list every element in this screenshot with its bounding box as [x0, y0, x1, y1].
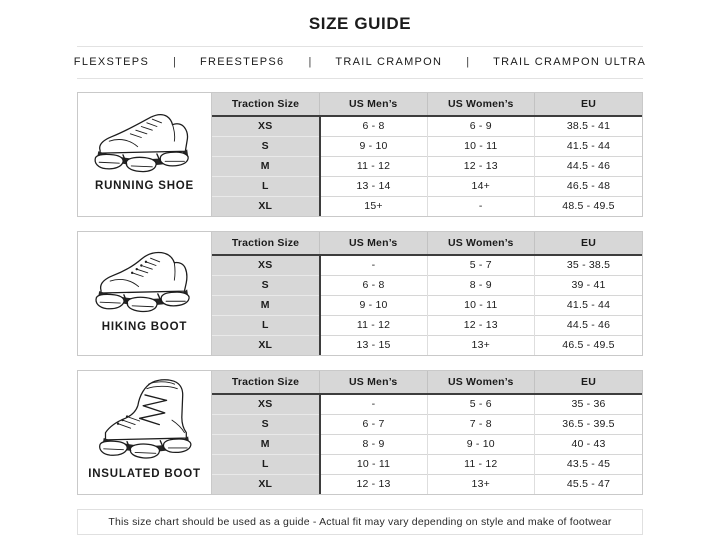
size-cell: XL	[212, 335, 320, 355]
us-womens-cell: 6 - 9	[427, 116, 535, 136]
size-cell: M	[212, 434, 320, 454]
table-row	[212, 394, 642, 414]
us-mens-cell: 6 - 8	[320, 116, 428, 136]
size-cell: XL	[212, 474, 320, 494]
eu-cell: 41.5 - 44	[535, 295, 643, 315]
us-womens-cell: 5 - 6	[427, 394, 535, 414]
size-cell: XS	[212, 255, 320, 275]
header-row	[212, 371, 642, 394]
us-womens-cell: 10 - 11	[427, 136, 535, 156]
size-table-insulated-boot	[77, 370, 643, 495]
us-womens-cell: 14+	[427, 176, 535, 196]
us-womens-cell: -	[427, 196, 535, 216]
nav-separator: |	[308, 56, 312, 68]
us-womens-cell: 13+	[427, 474, 535, 494]
table-row	[212, 116, 642, 136]
nav-item-flexsteps[interactable]: FLEXSTEPS	[73, 56, 150, 68]
us-womens-cell: 5 - 7	[427, 255, 535, 275]
us-womens-cell: 12 - 13	[427, 156, 535, 176]
size-grid-insulated-boot	[212, 371, 642, 494]
table-row	[212, 434, 642, 454]
col-header-traction-size: Traction Size	[212, 93, 320, 116]
product-label: RUNNING SHOE	[94, 180, 195, 192]
table-row	[212, 275, 642, 295]
size-cell: S	[212, 136, 320, 156]
table-row	[212, 136, 642, 156]
eu-cell: 38.5 - 41	[535, 116, 643, 136]
col-header-us-womens: US Women’s	[427, 232, 535, 255]
table-row	[212, 454, 642, 474]
table-row	[212, 315, 642, 335]
product-cell-hiking-boot	[78, 232, 212, 355]
us-womens-cell: 8 - 9	[427, 275, 535, 295]
us-mens-cell: 11 - 12	[320, 315, 428, 335]
us-womens-cell: 11 - 12	[427, 454, 535, 474]
footer-note: This size chart should be used as a guide - Actual fit may vary depending on style and make of footwear	[77, 509, 643, 535]
col-header-traction-size: Traction Size	[212, 232, 320, 255]
eu-cell: 35 - 36	[535, 394, 643, 414]
col-header-eu: EU	[535, 232, 643, 255]
eu-cell: 45.5 - 47	[535, 474, 643, 494]
us-womens-cell: 9 - 10	[427, 434, 535, 454]
table-row	[212, 335, 642, 355]
col-header-us-mens: US Men’s	[320, 93, 428, 116]
col-header-eu: EU	[535, 371, 643, 394]
table-row	[212, 196, 642, 216]
size-cell: XS	[212, 116, 320, 136]
product-label: HIKING BOOT	[101, 321, 188, 333]
product-nav	[73, 46, 647, 79]
eu-cell: 44.5 - 46	[535, 156, 643, 176]
nav-item-freesteps6[interactable]: FREESTEPS6	[199, 56, 285, 68]
col-header-traction-size: Traction Size	[212, 371, 320, 394]
table-row	[212, 474, 642, 494]
us-mens-cell: 9 - 10	[320, 136, 428, 156]
us-mens-cell: 10 - 11	[320, 454, 428, 474]
size-cell: M	[212, 295, 320, 315]
eu-cell: 39 - 41	[535, 275, 643, 295]
col-header-eu: EU	[535, 93, 643, 116]
nav-separator: |	[466, 56, 470, 68]
us-mens-cell: 11 - 12	[320, 156, 428, 176]
eu-cell: 36.5 - 39.5	[535, 414, 643, 434]
col-header-us-mens: US Men’s	[320, 371, 428, 394]
size-grid-hiking-boot	[212, 232, 642, 355]
size-cell: M	[212, 156, 320, 176]
eu-cell: 40 - 43	[535, 434, 643, 454]
eu-cell: 46.5 - 49.5	[535, 335, 643, 355]
eu-cell: 46.5 - 48	[535, 176, 643, 196]
nav-item-trail-crampon[interactable]: TRAIL CRAMPON	[335, 56, 443, 68]
size-cell: XL	[212, 196, 320, 216]
table-row	[212, 255, 642, 275]
size-cell: L	[212, 315, 320, 335]
us-womens-cell: 10 - 11	[427, 295, 535, 315]
us-mens-cell: 15+	[320, 196, 428, 216]
col-header-us-womens: US Women’s	[427, 93, 535, 116]
eu-cell: 41.5 - 44	[535, 136, 643, 156]
col-header-us-womens: US Women’s	[427, 371, 535, 394]
table-row	[212, 295, 642, 315]
table-row	[212, 414, 642, 434]
size-table-running-shoe	[77, 92, 643, 217]
table-row	[212, 176, 642, 196]
product-cell-running-shoe	[78, 93, 212, 216]
nav-separator: |	[173, 56, 176, 68]
header-row	[212, 232, 642, 255]
us-mens-cell: 6 - 7	[320, 414, 428, 434]
us-mens-cell: -	[320, 394, 428, 414]
us-mens-cell: 13 - 15	[320, 335, 428, 355]
hiking-boot-icon	[90, 246, 200, 318]
nav-item-trail-crampon-ultra[interactable]: TRAIL CRAMPON ULTRA	[493, 56, 647, 68]
size-cell: L	[212, 454, 320, 474]
eu-cell: 35 - 38.5	[535, 255, 643, 275]
us-mens-cell: 9 - 10	[320, 295, 428, 315]
us-mens-cell: 6 - 8	[320, 275, 428, 295]
us-mens-cell: 8 - 9	[320, 434, 428, 454]
size-grid-running-shoe	[212, 93, 642, 216]
us-mens-cell: -	[320, 255, 428, 275]
us-mens-cell: 12 - 13	[320, 474, 428, 494]
us-womens-cell: 7 - 8	[427, 414, 535, 434]
eu-cell: 48.5 - 49.5	[535, 196, 643, 216]
header-row	[212, 93, 642, 116]
table-row	[212, 156, 642, 176]
size-cell: S	[212, 275, 320, 295]
us-womens-cell: 13+	[427, 335, 535, 355]
us-womens-cell: 12 - 13	[427, 315, 535, 335]
running-shoe-icon	[90, 109, 200, 177]
size-table-hiking-boot	[77, 231, 643, 356]
eu-cell: 44.5 - 46	[535, 315, 643, 335]
size-cell: S	[212, 414, 320, 434]
size-cell: XS	[212, 394, 320, 414]
col-header-us-mens: US Men’s	[320, 232, 428, 255]
insulated-boot-icon	[91, 377, 199, 465]
us-mens-cell: 13 - 14	[320, 176, 428, 196]
eu-cell: 43.5 - 45	[535, 454, 643, 474]
page-title: SIZE GUIDE	[308, 14, 412, 33]
size-guide-page	[73, 0, 647, 535]
size-cell: L	[212, 176, 320, 196]
product-label: INSULATED BOOT	[88, 468, 201, 480]
product-cell-insulated-boot	[78, 371, 212, 494]
